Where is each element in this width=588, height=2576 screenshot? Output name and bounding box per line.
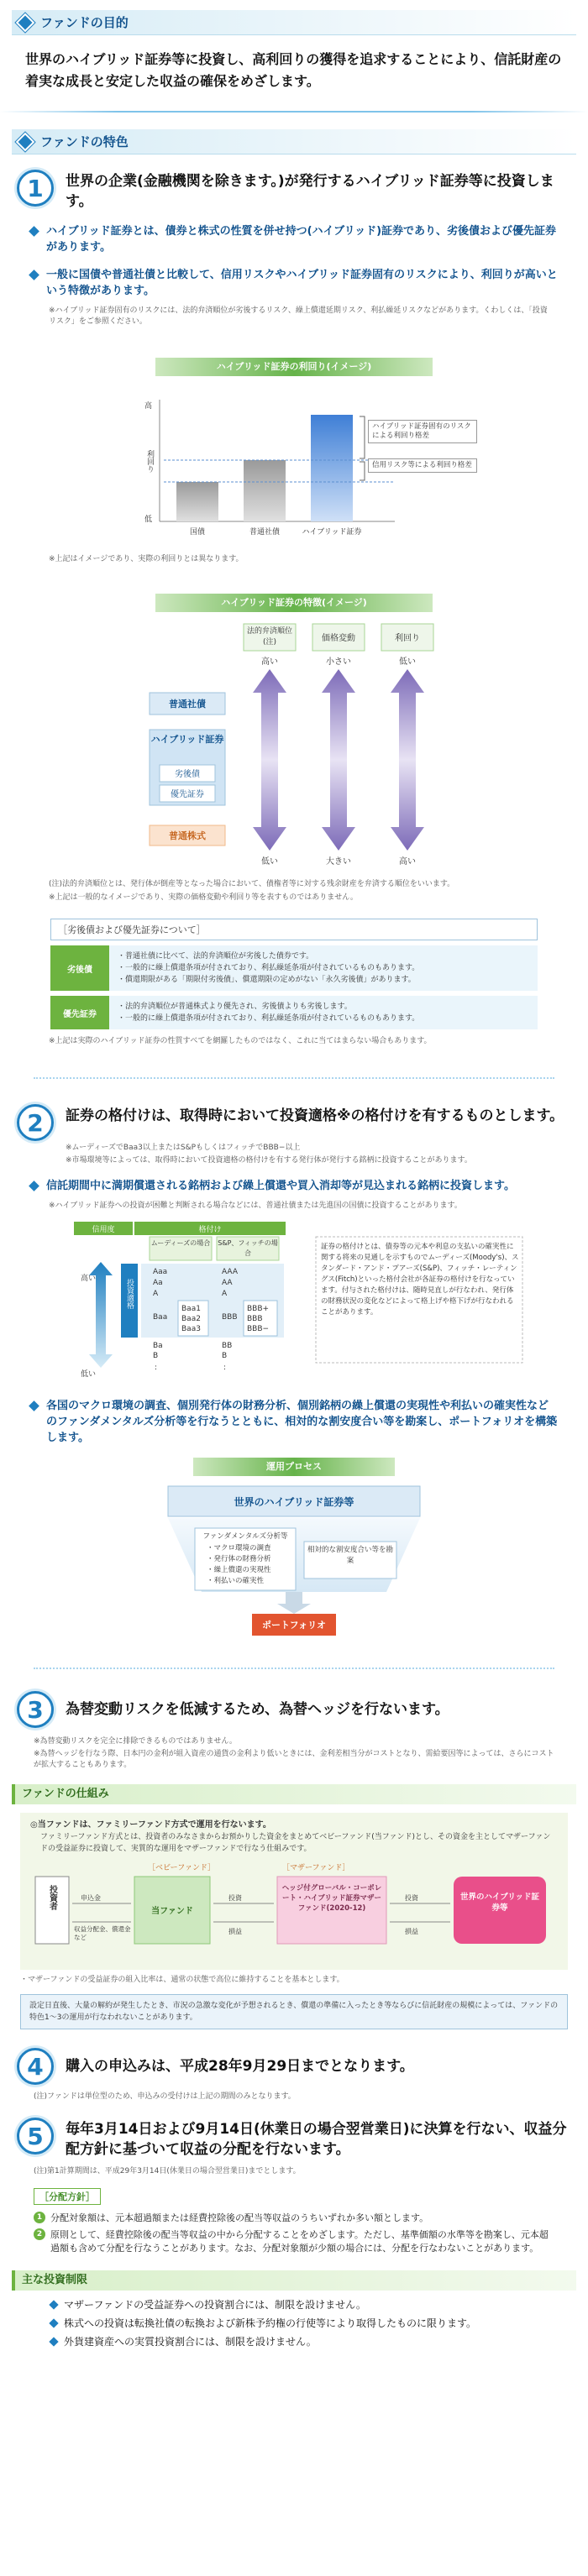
- comparison-sub-line: ・一般的に繰上償還条項が付されており、利払繰延条項が付されているものもあります。: [118, 964, 420, 972]
- bottom-label-3: 高い: [399, 857, 416, 867]
- feature-5: [17, 2118, 571, 2160]
- process-arrow: [277, 1592, 311, 1614]
- diamond-bullet-icon: [49, 2300, 58, 2309]
- limit-item: マザーファンドの受益証券への投資割合には、制限を設けません。: [50, 2297, 538, 2312]
- diamond-bullet-icon: [29, 1181, 39, 1191]
- rating-sp-dots: :: [223, 1364, 227, 1372]
- rating-moodys-aa: Aa: [153, 1279, 163, 1287]
- x-label-corporate: 普通社債: [249, 528, 281, 537]
- scheme-box: [20, 1813, 568, 1970]
- process-left-item: ・発行体の財務分析: [207, 1555, 271, 1563]
- feature-1-title: 世界の企業(金融機関を除きます。)が発行するハイブリッド証券等に投資します。: [66, 173, 554, 210]
- rating-sp-bbbminus: BBB−: [247, 1325, 270, 1333]
- col-header-1-label: 法的弁済順位(注): [246, 627, 292, 647]
- comparison-row-sub: [50, 945, 538, 991]
- rating-sp-aa: AA: [222, 1279, 233, 1287]
- col-header-2-label: 価格変動: [322, 634, 355, 643]
- rating-moodys-baa2: Baa2: [181, 1315, 201, 1323]
- chart1-title: ハイブリッド証券の利回り(イメージ): [155, 358, 433, 376]
- policy-item-1: 1 分配対象額は、元本超過額または経費控除後の配当等収益のうちいずれか多い額とします。: [34, 2212, 554, 2225]
- rating-sp-a: A: [222, 1290, 228, 1298]
- features-heading: ファンドの特色: [12, 129, 576, 154]
- rating-moodys-dots: :: [155, 1364, 158, 1372]
- rating-sp-aaa: AAA: [222, 1268, 238, 1276]
- process-title: 運用プロセス: [193, 1458, 395, 1476]
- process-left-title: ファンダメンタルズ分析等: [202, 1532, 288, 1541]
- header-credit-text: 信用度: [92, 1226, 115, 1234]
- rating-sp-bbbplus: BBB+: [247, 1305, 270, 1313]
- x-label-hybrid: ハイブリッド証券: [302, 528, 362, 537]
- mother-fund-text: ヘッジ付グローバル・コーポレート・ハイブリッド証券マザーファンド(2020-12): [281, 1884, 382, 1913]
- bottom-label-2: 大きい: [326, 857, 351, 867]
- divider: [34, 1077, 554, 1079]
- header-moodys-text: ムーディーズの場合: [150, 1239, 211, 1247]
- feature-1-bullet-1: ハイブリッド証券とは、債券と株式の性質を併せ持つ(ハイブリッド)証券であり、劣後債および優先証券があります。: [47, 223, 558, 255]
- feature-5-title: 毎年3月14日および9月14日(休業日の場合翌営業日)に決算を行ない、収益分配方針に基づいて収益の分配を行ないます。: [66, 2121, 567, 2158]
- scheme-foot: ・マザーファンドの受益証券の組入比率は、通常の状態で高位に維持することを基本とします。: [20, 1976, 344, 1984]
- rating-svg: [0, 1220, 588, 1388]
- feature-4: [17, 2048, 571, 2085]
- feature-1-bullet-2: 一般に国債や普通社債と比較して、信用リスクやハイブリッド証券固有のリスクにより、利回りが高いという特徴があります。: [47, 267, 558, 299]
- feature-2-note-1: ※ムーディーズでBaa3以上またはS&PもしくはフィッチでBBB−以上: [66, 1144, 301, 1152]
- feature-3: [17, 1691, 571, 1728]
- number-badge: 5: [17, 2118, 54, 2155]
- limit-item: 株式への投資は転換社債の転換および新株予約権の行使等により取得したものに限ります。: [50, 2316, 538, 2331]
- top-label-2: 小さい: [326, 657, 351, 667]
- label-hybrid-text: ハイブリッド証券: [150, 734, 224, 745]
- chart1: [0, 383, 588, 551]
- comparison-body-sub: [109, 945, 538, 991]
- bar-hybrid: [311, 415, 353, 521]
- rating-moodys-ba: Ba: [153, 1342, 163, 1350]
- rating-desc-text: 証券の格付けとは、債券等の元本や利息の支払いの確実性に関する将来の見通しを示すものでムーディーズ(Moody's)、スタンダード・アンド・プアーズ(S&P)、フィッチ・レーティングス(Fitch)といった格付会社が各証券の格付けを行なっています。付与された格付けは、随時見直しが行なわれ、発行体の財務状況の変化などによって格上げや格下げが行なわれることがあります。: [321, 1243, 519, 1317]
- label-normal-bond-text: 普通社債: [169, 699, 206, 709]
- feature-5-note: (注)第1計算期間は、平成29年3月14日(休業日の場合翌営業日)までとします。: [34, 2167, 301, 2175]
- process-svg: [0, 1483, 588, 1642]
- comparison-row-pref: [50, 996, 538, 1029]
- comparison-body-pref: [109, 996, 538, 1029]
- feature-3-note-2: ※為替ヘッジを行なう際、日本円の金利が組入資産の通貨の金利より低いときには、金利差相当分がコストとなり、需給要因等によっては、さらにコストが拡大することもあります。: [34, 1750, 554, 1769]
- chart2: [0, 620, 588, 872]
- page: [0, 10, 588, 2366]
- profit-label-1: 損益: [228, 1928, 242, 1935]
- comparison-label-sub: 劣後債: [50, 945, 109, 991]
- label-pref-text: 優先証券: [171, 790, 204, 799]
- rating-sp-bbb: BBB: [222, 1313, 238, 1322]
- rating-moodys-baa1: Baa1: [181, 1305, 201, 1313]
- feature-2-title: 証券の格付けは、取得時において投資適格※の格付けを有するものとします。: [66, 1107, 564, 1124]
- feature-3-note-1: ※為替変動リスクを完全に排除できるものではありません。: [34, 1737, 237, 1746]
- rating-sp-b: B: [222, 1352, 228, 1360]
- purpose-heading: ファンドの目的: [12, 10, 576, 35]
- bracket-bottom: [360, 462, 365, 480]
- chart2-title: ハイブリッド証券の特徴(イメージ): [155, 594, 433, 612]
- process-right-text: 相対的な割安度合い等を勘案: [307, 1546, 393, 1565]
- chart1-note-top: ハイブリッド証券固有のリスクによる利回り格差: [368, 420, 477, 443]
- comparison-title: ［劣後債および優先証券について］: [50, 919, 538, 940]
- profit-label-2: 損益: [405, 1928, 418, 1935]
- top-label-1: 高い: [261, 657, 278, 667]
- feature-3-title: 為替変動リスクを低減するため、為替ヘッジを行ないます。: [66, 1701, 449, 1718]
- divider: [0, 111, 588, 113]
- rating-low-label: 低い: [81, 1370, 97, 1379]
- comparison-foot: ※上記は実際のハイブリッド証券の性質すべてを網羅したものではなく、これに当てはまらない場合もあります。: [49, 1037, 432, 1045]
- diamond-bullet-icon: [49, 2318, 58, 2327]
- number-2-icon: 2: [34, 2228, 45, 2240]
- rating-moodys-baa: Baa: [153, 1313, 168, 1322]
- diamond-icon: [16, 13, 35, 32]
- feature-4-note: (注)ファンドは単位型のため、申込みの受付けは上記の期間のみとなります。: [34, 2092, 296, 2101]
- number-1-icon: 1: [34, 2212, 45, 2223]
- scheme-heading: ファンドの仕組み: [12, 1784, 576, 1804]
- feature-2-bullet-2: 各国のマクロ環境の調査、個別発行体の財務分析、個別銘柄の繰上償還の実現性や利払いの確実性などのファンダメンタルズ分析等を行なうとともに、相対的な割安度合い等を勘案し、ポートフォリオを構築します。: [47, 1398, 558, 1446]
- rating-moodys-b: B: [153, 1352, 159, 1360]
- diamond-icon: [16, 132, 35, 151]
- header-grade-text: 格付け: [198, 1226, 222, 1234]
- policy-block: [34, 2187, 554, 2255]
- limits-list: [0, 2297, 588, 2349]
- top-label-3: 低い: [399, 657, 416, 667]
- feature-2-note-2: ※市場環境等によっては、取得時において投資適格の格付けを有する発行体が発行する銘柄に投資することがあります。: [66, 1156, 472, 1165]
- mother-fund-label: ［マザーファンド］: [282, 1864, 350, 1872]
- process-left-item: ・マクロ環境の調査: [207, 1544, 271, 1552]
- arrow-volatility: [322, 669, 355, 851]
- arrow-yield: [391, 669, 424, 851]
- number-badge: 2: [17, 1104, 54, 1141]
- feature-4-title: 購入の申込みは、平成28年9月29日までとなります。: [66, 2058, 414, 2075]
- rating-high-label: 高い: [81, 1275, 97, 1283]
- invest-grade-label: 投資適格: [125, 1279, 134, 1309]
- rating-sp-bbb2: BBB: [247, 1315, 263, 1323]
- policy-label: ［分配方針］: [34, 2188, 101, 2205]
- chart2-note-1: (注)法的弁済順位とは、発行体が倒産等となった場合において、債権者等に対する残余財産を弁済する順位をいいます。: [49, 880, 455, 888]
- bottom-label-1: 低い: [261, 857, 278, 867]
- chart2-note-2: ※上記は一般的なイメージであり、実際の価格変動や利回り等を表すものではありません。: [49, 893, 358, 902]
- process-top-text: 世界のハイブリッド証券等: [234, 1496, 354, 1508]
- header-sp-text: S&P、フィッチの場合: [218, 1239, 278, 1257]
- col-header-3-label: 利回り: [395, 634, 420, 643]
- comparison-sub-line: ・普通社債に比べて、法的弁済順位が劣後した債券です。: [118, 952, 314, 961]
- bar-corporate: [244, 460, 286, 521]
- chart2-svg: [0, 620, 588, 872]
- diamond-bullet-icon: [29, 1401, 39, 1411]
- policy-item-2: 2 原則として、経費控除後の配当等収益の中から分配することをめざします。ただし、基準価額の水準等を勘案し、元本超過額も含めて分配を行なうことがあります。なお、分配対象額が少額の場合には、分配を行なわないことがあります。: [34, 2228, 554, 2255]
- scheme-lead-2: ファミリーファンド方式とは、投資者のみなさまからお預かりした資金をまとめてベビーファンド(当ファンド)とし、その資金を主としてマザーファンドの受益証券に投資して、実質的な運用をマザーファンドで行なう仕組みです。: [40, 1833, 551, 1853]
- comparison-pref-line: ・法的弁済順位が普通株式より優先され、劣後債よりも劣後します。: [118, 1003, 352, 1011]
- rating-moodys-aaa: Aaa: [153, 1268, 168, 1276]
- comparison-sub-line: ・償還期限がある「期限付劣後債」、償還期限の定めがない「永久劣後債」があります。: [118, 976, 416, 984]
- chart1-foot: ※上記はイメージであり、実際の利回りとは異なります。: [49, 555, 244, 563]
- chart1-svg: [0, 383, 588, 551]
- chart1-note-bottom: 信用リスク等による利回り格差: [368, 458, 477, 473]
- refund-label: 収益分配金、償還金など: [74, 1925, 131, 1941]
- divider: [34, 1668, 554, 1669]
- feature-1: [17, 170, 571, 212]
- feature-1-note: ※ハイブリッド証券固有のリスクには、法的弁済順位が劣後するリスク、繰上償還延期リスク、利払繰延リスクなどがあります。くわしくは、「投資リスク」をご参照ください。: [49, 306, 548, 326]
- bracket-top: [360, 416, 365, 458]
- y-axis-label: 利回り: [145, 450, 154, 473]
- process-portfolio-text: ポートフォリオ: [261, 1620, 327, 1631]
- rating-moodys-baa3: Baa3: [181, 1325, 201, 1333]
- rating-moodys-a: A: [153, 1290, 159, 1298]
- invest-label-2: 投資: [405, 1894, 418, 1902]
- number-badge: 4: [17, 2048, 54, 2085]
- diamond-bullet-icon: [29, 226, 39, 237]
- target-text: 世界のハイブリッド証券等: [460, 1893, 539, 1913]
- scheme-lead: ◎当ファンドは、ファミリーファンド方式で運用を行ないます。: [30, 1820, 271, 1830]
- limit-item: 外貨建資産への実質投資割合には、制限を設けません。: [50, 2334, 538, 2349]
- feature-2: [17, 1104, 571, 1141]
- diamond-bullet-icon: [29, 270, 39, 280]
- rating-sp-bb: BB: [222, 1342, 233, 1350]
- limits-heading: 主な投資制限: [12, 2270, 576, 2291]
- y-low-label: 低: [144, 516, 153, 524]
- apply-label: 申込金: [81, 1894, 101, 1902]
- y-high-label: 高: [144, 402, 153, 411]
- comparison-label-pref: 優先証券: [50, 996, 109, 1029]
- rating-diagram: [0, 1220, 588, 1388]
- label-stock-text: 普通株式: [169, 830, 206, 841]
- comparison-pref-line: ・一般的に繰上償還条項が付されており、利払繰延条項が付されているものもあります。: [118, 1014, 420, 1023]
- process-diagram: [0, 1483, 588, 1642]
- feature-2-bullet-1: 信託期間中に満期償還される銘柄および繰上償還や買入消却等が見込まれる銘柄に投資します。: [47, 1178, 558, 1194]
- arrow-priority: [253, 669, 286, 851]
- x-label-government: 国債: [189, 528, 206, 537]
- number-badge: 3: [17, 1691, 54, 1728]
- invest-label-1: 投資: [228, 1894, 242, 1902]
- purpose-text: 世界のハイブリッド証券等に投資し、高利回りの獲得を追求することにより、信託財産の着実な成長と安定した収益の確保をめざします。: [25, 51, 562, 89]
- scheme-svg: [30, 1860, 559, 1959]
- process-left-item: ・利払いの確実性: [207, 1577, 265, 1585]
- this-fund-text: 当ファンド: [151, 1907, 193, 1916]
- bar-government: [176, 482, 218, 521]
- baby-fund-label: ［ベビーファンド］: [148, 1864, 216, 1872]
- investor-text: 投資者: [47, 1885, 57, 1910]
- label-sub-bond-text: 劣後債: [175, 770, 200, 779]
- process-left-item: ・繰上償還の実現性: [207, 1566, 271, 1574]
- diamond-bullet-icon: [49, 2337, 58, 2346]
- scheme-warning: 設定日直後、大量の解約が発生したとき、市況の急激な変化が予想されるとき、償還の準備に入ったとき等ならびに信託財産の規模によっては、ファンドの特色1～3の運用が行なわれないことがあります。: [20, 1994, 568, 2029]
- feature-2-bullet-1-note: ※ハイブリッド証券への投資が困難と判断される場合などには、普通社債または先進国の国債に投資することがあります。: [49, 1202, 462, 1210]
- number-badge: 1: [17, 170, 54, 207]
